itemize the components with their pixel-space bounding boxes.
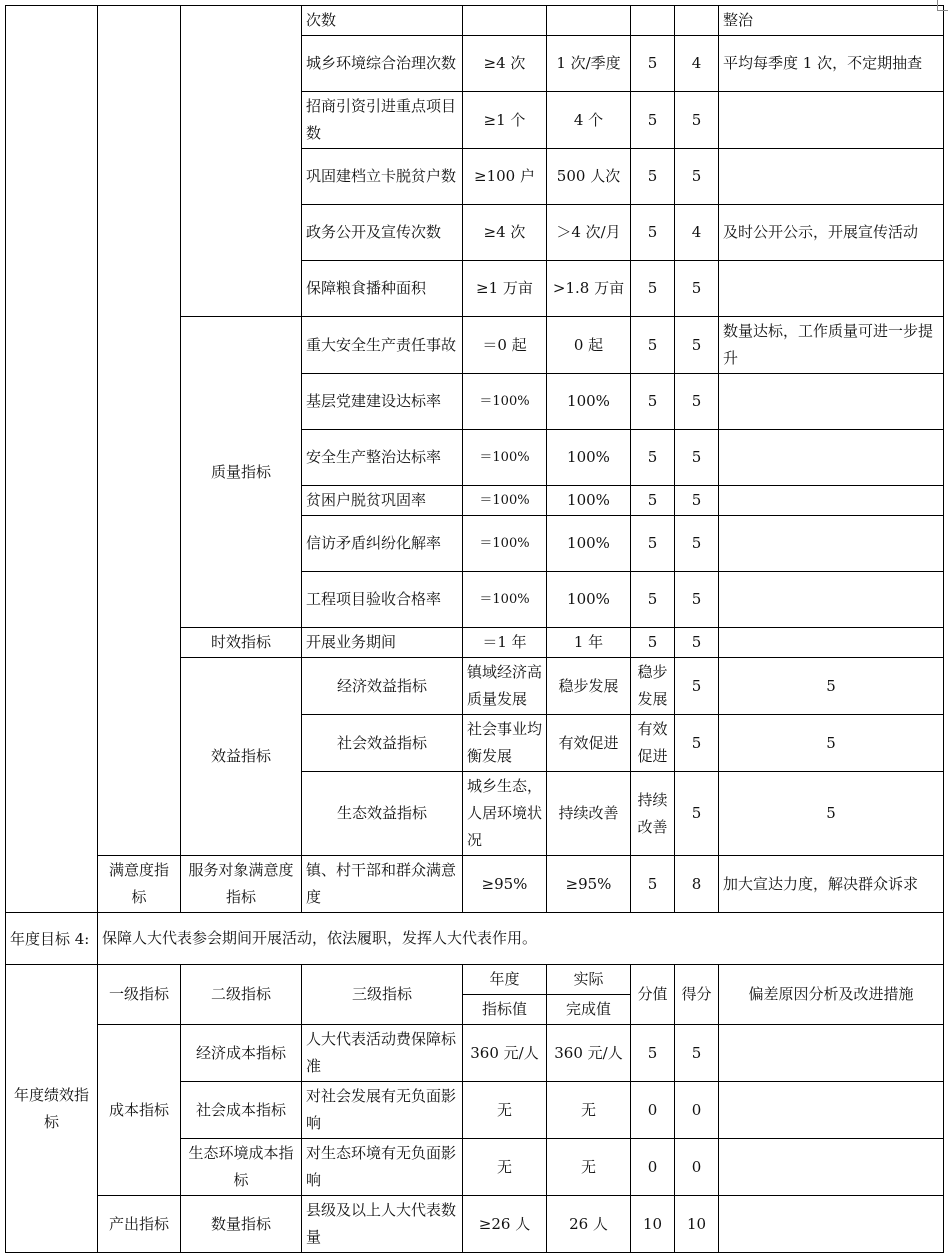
target-cell: ≥1 万亩: [463, 261, 547, 317]
level3-cell: 人大代表活动费保障标准: [302, 1025, 463, 1082]
level3-cell: 巩固建档立卡脱贫户数: [302, 149, 463, 205]
weight-cell: 5: [675, 772, 719, 856]
satisfaction-indicator-label: 满意度指标: [98, 856, 181, 913]
actual-cell: 有效促进: [631, 715, 675, 772]
level3-cell: 信访矛盾纠纷化解率: [302, 516, 463, 572]
target-cell: 无: [463, 1139, 547, 1196]
target-cell: ≥100 户: [463, 149, 547, 205]
score-cell: 8: [675, 856, 719, 913]
target-cell: 360 元/人: [463, 1025, 547, 1082]
actual-cell: 500 人次: [547, 149, 631, 205]
remark-cell: [719, 261, 944, 317]
actual-cell: 360 元/人: [547, 1025, 631, 1082]
level3-cell: 工程项目验收合格率: [302, 572, 463, 628]
annual-performance-label: 年度绩效指标: [6, 965, 98, 1253]
level3-cell: 社会事业均衡发展: [463, 715, 547, 772]
weight-cell: 0: [631, 1082, 675, 1139]
goal4-row: [6, 913, 944, 965]
header-level1: 一级指标: [98, 965, 181, 1025]
remark-cell: 整治: [719, 6, 944, 36]
header-remark: 偏差原因分析及改进措施: [719, 965, 944, 1025]
header-target-top: 年度: [463, 965, 547, 995]
remark-cell: 数量达标，工作质量可进一步提升: [719, 317, 944, 374]
target-cell: ≥4 次: [463, 205, 547, 261]
score-cell: 0: [675, 1139, 719, 1196]
target-cell: ≥26 人: [463, 1196, 547, 1253]
actual-cell: 100%: [547, 516, 631, 572]
score-cell: 5: [675, 149, 719, 205]
score-cell: [675, 6, 719, 36]
level3-cell: 政务公开及宣传次数: [302, 205, 463, 261]
target-cell: 无: [463, 1082, 547, 1139]
target-cell: ≥4 次: [463, 36, 547, 92]
weight-cell: 5: [631, 92, 675, 149]
level3-cell: 保障粮食播种面积: [302, 261, 463, 317]
target-cell: ＝100%: [463, 430, 547, 486]
weight-cell: 5: [631, 1025, 675, 1082]
level3-cell: 基层党建建设达标率: [302, 374, 463, 430]
actual-cell: [547, 6, 631, 36]
page-corner-mark: [937, 0, 948, 11]
level3-cell: 县级及以上人大代表数量: [302, 1196, 463, 1253]
level2-cell: 社会成本指标: [181, 1082, 302, 1139]
target-cell: ≥1 个: [463, 92, 547, 149]
performance-table: [5, 5, 944, 913]
level2-cell: 生态环境成本指标: [181, 1139, 302, 1196]
actual-cell: 持续改善: [631, 772, 675, 856]
score-cell: 4: [675, 205, 719, 261]
table-row: [6, 1196, 944, 1253]
weight-cell: 5: [631, 628, 675, 658]
performance-table-page: [5, 5, 943, 1253]
score-cell: 5: [675, 486, 719, 516]
actual-cell: 4 个: [547, 92, 631, 149]
table-row: [6, 1025, 944, 1082]
target-cell: [463, 6, 547, 36]
level3-cell: 城乡生态，人居环境状况: [463, 772, 547, 856]
benefit-indicator-label: 效益指标: [181, 658, 302, 856]
remark-cell: [719, 149, 944, 205]
actual-cell: 0 起: [547, 317, 631, 374]
weight-cell: 5: [675, 715, 719, 772]
actual-cell: 1 年: [547, 628, 631, 658]
score-cell: 0: [675, 1082, 719, 1139]
level2-cell: 生态效益指标: [302, 772, 463, 856]
weight-cell: 5: [631, 261, 675, 317]
remark-cell: 加大宣达力度，解决群众诉求: [719, 856, 944, 913]
actual-cell: 26 人: [547, 1196, 631, 1253]
remark-cell: [719, 486, 944, 516]
header-target-bottom: 指标值: [463, 995, 547, 1025]
remark-cell: [719, 516, 944, 572]
remark-cell: 平均每季度 1 次，不定期抽查: [719, 36, 944, 92]
weight-cell: 10: [631, 1196, 675, 1253]
level3-cell: 城乡环境综合治理次数: [302, 36, 463, 92]
weight-cell: 5: [631, 486, 675, 516]
level3-cell: 对社会发展有无负面影响: [302, 1082, 463, 1139]
score-cell: 5: [675, 374, 719, 430]
score-cell: 5: [675, 430, 719, 486]
timeliness-indicator-label: 时效指标: [181, 628, 302, 658]
level2-cell: 数量指标: [181, 1196, 302, 1253]
score-cell: 5: [719, 658, 944, 715]
actual-cell: ＞4 次/月: [547, 205, 631, 261]
actual-cell: ≥95%: [547, 856, 631, 913]
remark-cell: [719, 430, 944, 486]
weight-cell: 5: [631, 317, 675, 374]
score-cell: 5: [675, 572, 719, 628]
actual-cell: 1 次/季度: [547, 36, 631, 92]
remark-cell: [719, 1025, 944, 1082]
level3-cell: 重大安全生产责任事故: [302, 317, 463, 374]
level3-cell: 镇、村干部和群众满意度: [302, 856, 463, 913]
target-cell: ＝1 年: [463, 628, 547, 658]
level3-cell: 次数: [302, 6, 463, 36]
score-cell: 5: [719, 715, 944, 772]
actual-cell: >1.8 万亩: [547, 261, 631, 317]
level2-cell: 服务对象满意度指标: [181, 856, 302, 913]
weight-cell: [631, 6, 675, 36]
remark-cell: [719, 1082, 944, 1139]
weight-cell: 5: [631, 572, 675, 628]
actual-cell: 无: [547, 1139, 631, 1196]
level3-cell: 招商引资引进重点项目数: [302, 92, 463, 149]
weight-cell: 5: [631, 36, 675, 92]
score-cell: 10: [675, 1196, 719, 1253]
target-cell: 持续改善: [547, 772, 631, 856]
level3-cell: 贫困户脱贫巩固率: [302, 486, 463, 516]
target-cell: ＝100%: [463, 516, 547, 572]
target-cell: ＝100%: [463, 486, 547, 516]
output-indicator-label: 产出指标: [98, 1196, 181, 1253]
target-cell: 有效促进: [547, 715, 631, 772]
score-cell: 5: [675, 516, 719, 572]
score-cell: 4: [675, 36, 719, 92]
header-actual-bottom: 完成值: [547, 995, 631, 1025]
remark-cell: [719, 572, 944, 628]
level3-cell: 对生态环境有无负面影响: [302, 1139, 463, 1196]
actual-cell: 100%: [547, 430, 631, 486]
target-cell: ＝100%: [463, 572, 547, 628]
level2-cell: 社会效益指标: [302, 715, 463, 772]
header-level2: 二级指标: [181, 965, 302, 1025]
weight-cell: 5: [631, 430, 675, 486]
header-score: 得分: [675, 965, 719, 1025]
level3-cell: 安全生产整治达标率: [302, 430, 463, 486]
target-cell: ＝100%: [463, 374, 547, 430]
cost-indicator-label: 成本指标: [98, 1025, 181, 1196]
actual-cell: 稳步发展: [631, 658, 675, 715]
score-cell: 5: [719, 772, 944, 856]
score-cell: 5: [675, 261, 719, 317]
remark-cell: [719, 628, 944, 658]
remark-cell: 及时公开公示，开展宣传活动: [719, 205, 944, 261]
header-weight: 分值: [631, 965, 675, 1025]
actual-cell: 100%: [547, 486, 631, 516]
level3-cell: 开展业务期间: [302, 628, 463, 658]
weight-cell: 5: [675, 658, 719, 715]
level2-cell: 经济成本指标: [181, 1025, 302, 1082]
table-row: [6, 6, 944, 36]
weight-cell: 5: [631, 374, 675, 430]
actual-cell: 无: [547, 1082, 631, 1139]
weight-cell: 5: [631, 516, 675, 572]
goal4-label: 年度目标 4:: [6, 913, 98, 965]
header-row: [6, 965, 944, 995]
actual-cell: 100%: [547, 572, 631, 628]
blank-level1-cell: [98, 6, 181, 856]
remark-cell: [719, 1139, 944, 1196]
score-cell: 5: [675, 317, 719, 374]
target-cell: ≥95%: [463, 856, 547, 913]
score-cell: 5: [675, 1025, 719, 1082]
blank-level2-cell: [181, 6, 302, 317]
remark-cell: [719, 92, 944, 149]
actual-cell: 100%: [547, 374, 631, 430]
weight-cell: 5: [631, 856, 675, 913]
remark-cell: [719, 374, 944, 430]
goal4-text: 保障人大代表参会期间开展活动，依法履职，发挥人大代表作用。: [98, 913, 944, 965]
table-row: [6, 856, 944, 913]
weight-cell: 0: [631, 1139, 675, 1196]
score-cell: 5: [675, 628, 719, 658]
weight-cell: 5: [631, 205, 675, 261]
level2-cell: 经济效益指标: [302, 658, 463, 715]
blank-label-cell: [6, 6, 98, 913]
header-actual-top: 实际: [547, 965, 631, 995]
quality-indicator-label: 质量指标: [181, 317, 302, 628]
score-cell: 5: [675, 92, 719, 149]
weight-cell: 5: [631, 149, 675, 205]
remark-cell: [719, 1196, 944, 1253]
target-cell: ＝0 起: [463, 317, 547, 374]
target-cell: 稳步发展: [547, 658, 631, 715]
goal4-table: [5, 912, 944, 965]
level3-cell: 镇域经济高质量发展: [463, 658, 547, 715]
header-level3: 三级指标: [302, 965, 463, 1025]
